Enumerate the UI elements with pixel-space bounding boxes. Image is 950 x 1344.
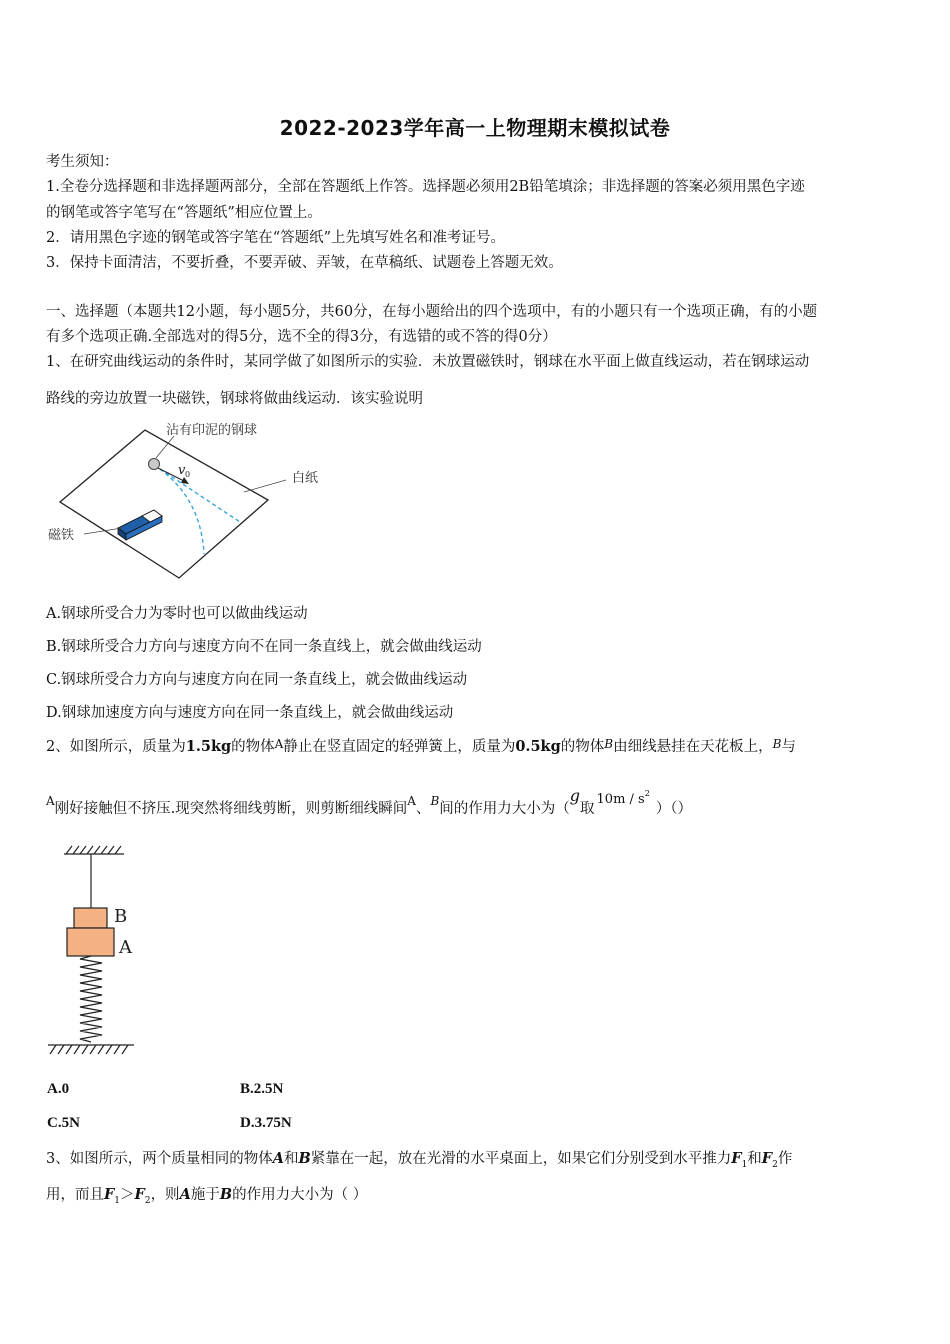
floor-hatch xyxy=(48,1045,134,1054)
q3-subscript: 2 xyxy=(772,1159,778,1170)
q3-text: 作 xyxy=(777,1151,793,1167)
q2-option-a: A.0 xyxy=(47,1081,70,1097)
question-3-text xyxy=(46,1149,908,1175)
q3-force-f1: F xyxy=(731,1150,742,1167)
question-2-text xyxy=(46,737,908,757)
q2-symbol-b: B xyxy=(604,737,614,751)
notice-heading: 考生须知： xyxy=(46,154,119,170)
q3-subscript: 1 xyxy=(114,1195,121,1206)
q2-symbol-b: B xyxy=(772,737,782,751)
q3-text: 用，而且 xyxy=(46,1187,104,1203)
ball-label: 沾有印泥的钢球 xyxy=(166,423,258,438)
q3-force-f1: F xyxy=(104,1186,115,1203)
q2-symbol-a: A xyxy=(46,794,55,808)
block-a-label: A xyxy=(119,937,132,958)
q2-symbol-a: A xyxy=(274,737,284,751)
q2-option-c: C.5N xyxy=(47,1115,80,1131)
q3-text: 紧靠在一起，放在光滑的水平桌面上，如果它们分别受到水平推力 xyxy=(310,1151,732,1167)
q2-symbol-b: B xyxy=(430,794,440,808)
velocity-subscript: 0 xyxy=(185,470,191,479)
q3-subscript: 1 xyxy=(741,1159,748,1170)
question-3-text-cont xyxy=(46,1185,908,1211)
q1-option-b: B.钢球所受合力方向与速度方向不在同一条直线上，就会做曲线运动 xyxy=(46,639,482,655)
spring-block-figure xyxy=(44,840,144,1062)
q2-text: 2、如图所示，质量为 xyxy=(46,739,186,755)
q3-symbol-a: A xyxy=(179,1186,191,1203)
notice-item-1-cont: 的钢笔或答字笔写在“答题纸”相应位置上。 xyxy=(46,205,322,221)
q3-text: 和 xyxy=(747,1151,762,1167)
q2-gravity-exponent: 2 xyxy=(644,789,650,798)
q2-text: 静止在竖直固定的轻弹簧上，质量为 xyxy=(283,739,516,755)
page-title: 2022-2023学年高一上物理期末模拟试卷 xyxy=(279,116,671,140)
q3-text: ，则 xyxy=(150,1187,180,1203)
q2-gravity-value: 10m / s xyxy=(596,792,645,807)
q2-mass-a: 1.5kg xyxy=(185,738,232,755)
q2-text: 与 xyxy=(781,739,796,755)
curve-motion-figure xyxy=(44,414,344,586)
q2-symbol-a: A xyxy=(407,794,416,808)
magnet-label: 磁铁 xyxy=(48,528,75,543)
q2-text: 由细线悬挂在天花板上， xyxy=(613,739,773,755)
q1-option-c: C.钢球所受合力方向与速度方向在同一条直线上，就会做曲线运动 xyxy=(46,672,468,688)
spring xyxy=(80,956,102,1042)
q3-subscript: 2 xyxy=(144,1195,151,1206)
q2-option-b: B.2.5N xyxy=(240,1081,284,1097)
q2-text: 刚好接触但不挤压.现突然将细线剪断，则剪断细线瞬间 xyxy=(54,801,408,817)
q3-greater-than: ＞ xyxy=(120,1187,135,1203)
block-b-label: B xyxy=(114,906,128,927)
steel-ball xyxy=(149,459,160,470)
question-2-text-cont xyxy=(46,786,908,821)
paper-label: 白纸 xyxy=(292,471,319,486)
velocity-label: v xyxy=(178,463,186,478)
q3-text: 和 xyxy=(284,1151,299,1167)
q3-force-f2: F xyxy=(134,1186,145,1203)
q2-text: ）（） xyxy=(655,801,693,817)
ceiling-hatch xyxy=(64,846,124,854)
white-paper xyxy=(60,430,268,578)
q3-symbol-a: A xyxy=(272,1150,284,1167)
q3-text: 的作用力大小为（ ） xyxy=(232,1187,368,1203)
q2-mass-b: 0.5kg xyxy=(515,738,561,755)
block-a xyxy=(67,928,114,956)
q2-text: 取 xyxy=(580,801,595,817)
notice-item-2: 2．请用黑色字迹的钢笔或答字笔在“答题纸”上先填写姓名和准考证号。 xyxy=(46,230,506,246)
block-b xyxy=(74,908,107,928)
section-heading: 一、选择题（本题共12小题，每小题5分，共60分，在每小题给出的四个选项中，有的小题只有一个选项正确，有的小题 xyxy=(46,304,818,320)
q2-text: 的物体 xyxy=(560,739,605,755)
question-1-text-cont: 路线的旁边放置一块磁铁，钢球将做曲线运动．该实验说明 xyxy=(46,391,423,407)
q3-symbol-b: B xyxy=(219,1186,233,1203)
q3-text: 3、如图所示，两个质量相同的物体 xyxy=(46,1151,273,1167)
paper-leader-line xyxy=(244,480,286,492)
q3-symbol-b: B xyxy=(298,1150,311,1167)
q2-symbol-g: g xyxy=(569,786,581,805)
q2-text: 、 xyxy=(415,801,431,817)
q2-text: 间的作用力大小为（ xyxy=(439,801,570,817)
notice-item-3: 3．保持卡面清洁，不要折叠，不要弄破、弄皱，在草稿纸、试题卷上答题无效。 xyxy=(46,255,563,271)
q2-option-d: D.3.75N xyxy=(240,1115,292,1131)
question-1-text: 1、在研究曲线运动的条件时，某同学做了如图所示的实验．未放置磁铁时，钢球在水平面上做直线运动，若在钢球运动 xyxy=(46,354,810,370)
section-heading-cont: 有多个选项正确.全部选对的得5分，选不全的得3分，有选错的或不答的得0分） xyxy=(46,329,557,345)
q3-text: 施于 xyxy=(190,1187,220,1203)
q2-text: 的物体 xyxy=(231,739,275,755)
q1-option-d: D.钢球加速度方向与速度方向在同一条直线上，就会做曲线运动 xyxy=(46,705,454,721)
notice-item-1: 1.全卷分选择题和非选择题两部分，全部在答题纸上作答。选择题必须用2B铅笔填涂；非选择题的答案必须用黑色字迹 xyxy=(46,179,805,195)
q1-option-a: A.钢球所受合力为零时也可以做曲线运动 xyxy=(46,606,308,622)
q3-force-f2: F xyxy=(761,1150,773,1167)
